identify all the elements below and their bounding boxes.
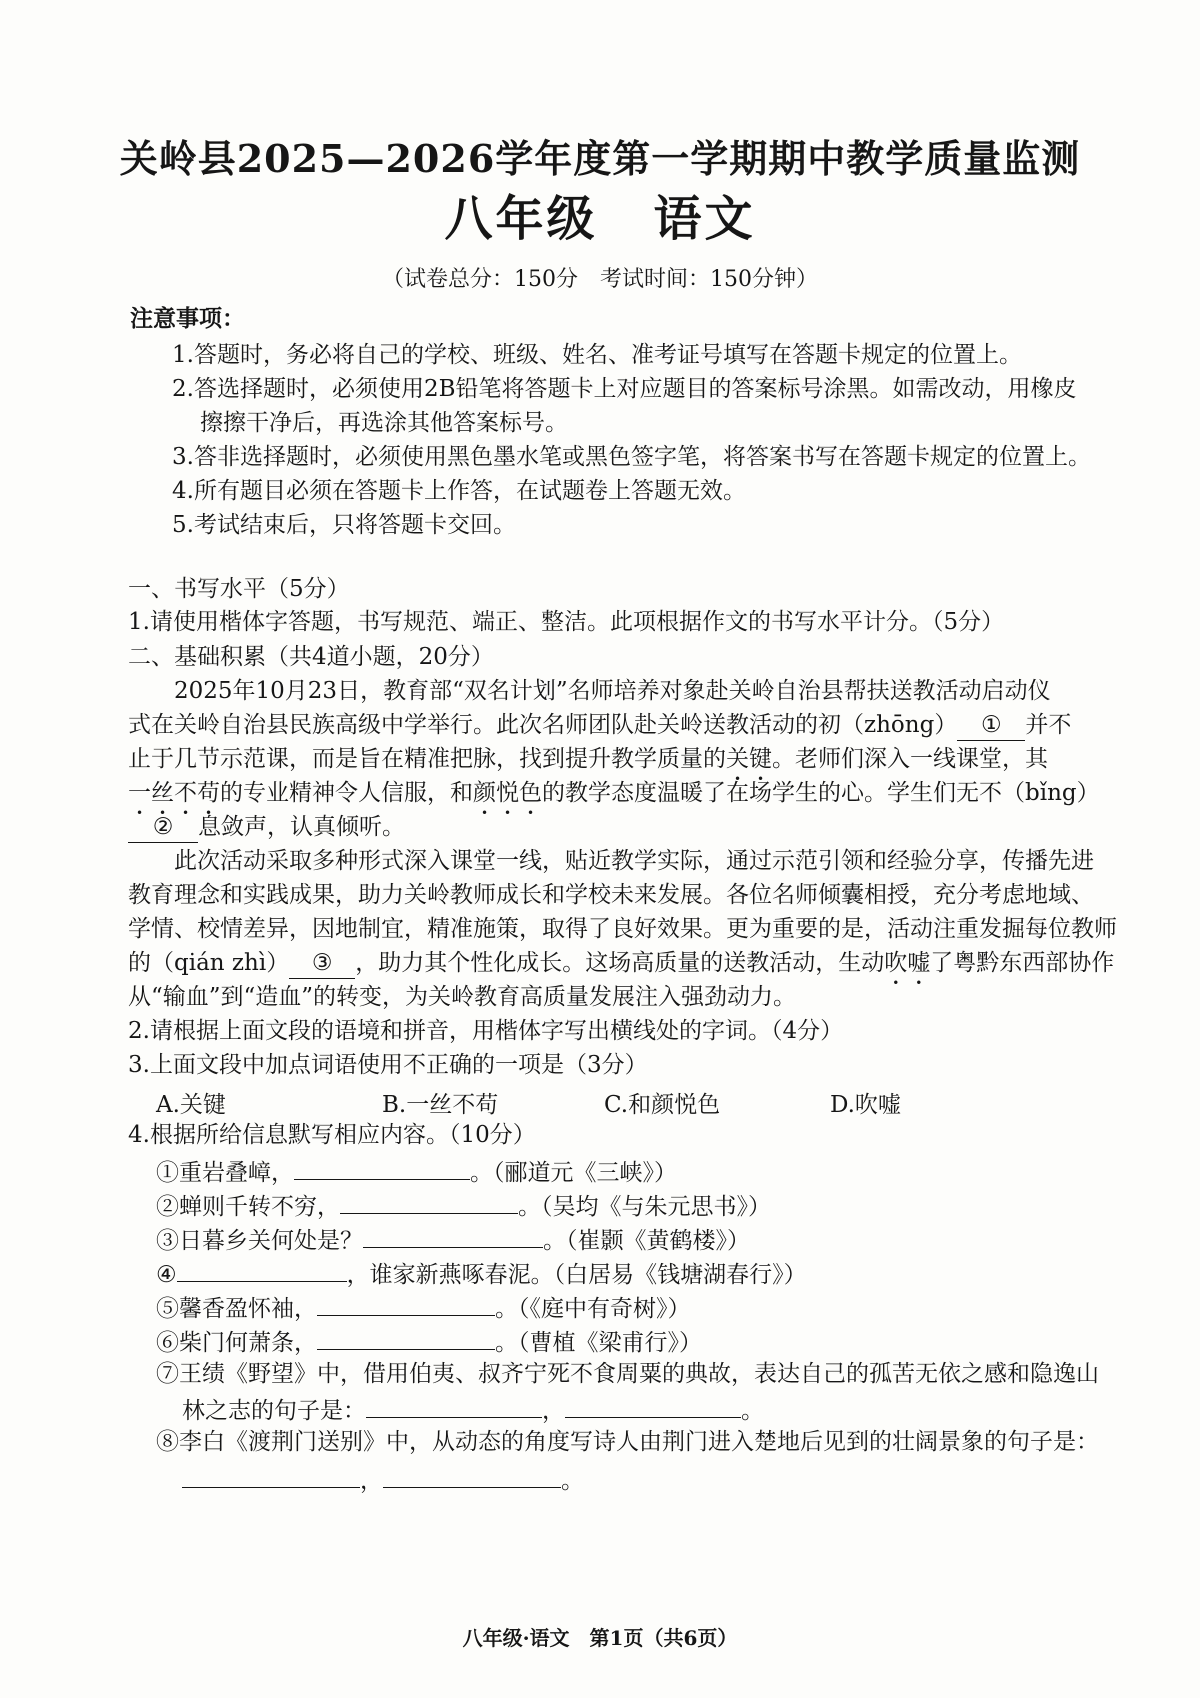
answer-blank — [182, 1463, 360, 1488]
subject: 语文 — [653, 191, 756, 247]
answer-blank — [340, 1189, 518, 1214]
question-3: 3.上面文段中加点词语使用不正确的一项是（3分） — [128, 1052, 648, 1078]
notice-item: 2.答选择题时，必须使用2B铅笔将答题卡上对应题目的答案标号涂黑。如需改动，用橡皮 — [172, 376, 1077, 402]
dotted-word: 关键 — [726, 746, 772, 772]
passage1-line: 2025年10月23日，教育部“双名计划”名师培养对象赴关岭自治县帮扶送教活动启动仪 — [174, 678, 1051, 704]
recite-item: 林之志的句子是： ， 。 — [182, 1393, 764, 1426]
notice-item: 5.考试结束后，只将答题卡交回。 — [172, 512, 516, 538]
section2-heading: 二、基础积累（共4道小题，20分） — [128, 644, 494, 670]
notice-item: 3.答非选择题时，必须使用黑色墨水笔或黑色签字笔，将答案书写在答题卡规定的位置上。 — [172, 444, 1091, 470]
passage2-line: 教育理念和实践成果，助力关岭教师成长和学校未来发展。各位名师倾囊相授，充分考虑地域、 — [128, 882, 1094, 908]
recite-item: ⑤馨香盈怀袖， 。（《庭中有奇树》） — [156, 1291, 691, 1324]
grade: 八年级 — [444, 191, 598, 247]
notice-item: 擦擦干净后，再选涂其他答案标号。 — [200, 410, 568, 436]
question-1: 1.请使用楷体字答题，书写规范、端正、整洁。此项根据作文的书写水平计分。（5分） — [128, 609, 1005, 635]
notice-heading: 注意事项： — [130, 305, 245, 332]
recite-item: ， 。 — [182, 1463, 584, 1496]
blank-2: ② — [128, 812, 198, 843]
recite-item: ②蝉则千转不穷， 。（吴均《与朱元思书》） — [156, 1189, 771, 1222]
blank-3: ③ — [289, 948, 355, 979]
passage1-line: ② 息敛声，认真倾听。 — [128, 812, 405, 843]
passage2-line: 的（qián zhì） ③ ，助力其个性化成长。这场高质量的送教活动，生动吹嘘了粤黔东西部协作 — [128, 948, 1114, 990]
dotted-word: 一丝不苟 — [128, 780, 220, 806]
answer-blank — [383, 1463, 561, 1488]
passage2-line: 学情、校情差异，因地制宜，精准施策，取得了良好效果。更为重要的是，活动注重发掘每位教师 — [128, 916, 1117, 942]
passage2-line: 从“输血”到“造血”的转变，为关岭教育高质量发展注入强劲动力。 — [128, 984, 797, 1010]
recite-item: ⑦王绩《野望》中，借用伯夷、叔齐宁死不食周粟的典故，表达自己的孤苦无依之感和隐逸山 — [156, 1361, 1099, 1387]
passage1-line: 式在关岭自治县民族高级中学举行。此次名师团队赴关岭送教活动的初（zhōng） ① 并不 — [128, 710, 1071, 741]
grade-subject — [0, 180, 1200, 249]
exam-meta: （试卷总分：150分 考试时间：150分钟） — [382, 267, 818, 292]
section1-heading: 一、书写水平（5分） — [128, 576, 350, 602]
question-4: 4.根据所给信息默写相应内容。（10分） — [128, 1122, 536, 1148]
recite-item: ④ ，谁家新燕啄春泥。（白居易《钱塘湖春行》） — [156, 1257, 807, 1290]
answer-blank — [366, 1393, 542, 1418]
recite-item: ⑥柴门何萧条， 。（曹植《梁甫行》） — [156, 1325, 702, 1358]
passage1-line: 止于几节示范课，而是旨在精准把脉，找到提升教学质量的关键。老师们深入一线课堂，其 — [128, 746, 1048, 772]
answer-blank — [177, 1257, 347, 1282]
dotted-word: 颜悦色 — [473, 780, 542, 806]
q3-option-d: D.吹嘘 — [830, 1092, 901, 1118]
exam-title: 关岭县2025—2026学年度第一学期期中教学质量监测 — [119, 136, 1081, 181]
answer-blank — [363, 1223, 543, 1248]
blank-1: ① — [957, 710, 1025, 741]
recite-item: ⑧李白《渡荆门送别》中，从动态的角度写诗人由荆门进入楚地后见到的壮阔景象的句子是： — [156, 1429, 1099, 1455]
answer-blank — [294, 1155, 470, 1180]
q3-option-c: C.和颜悦色 — [604, 1092, 721, 1118]
dotted-word: 吹嘘 — [884, 950, 931, 976]
answer-blank — [565, 1393, 741, 1418]
notice-item: 1.答题时，务必将自己的学校、班级、姓名、准考证号填写在答题卡规定的位置上。 — [172, 342, 1022, 368]
answer-blank — [317, 1291, 495, 1316]
recite-item: ③日暮乡关何处是？ 。（崔颢《黄鹤楼》） — [156, 1223, 750, 1256]
passage2-line: 此次活动采取多种形式深入课堂一线，贴近教学实际，通过示范引领和经验分享，传播先进 — [174, 848, 1094, 874]
notice-item: 4.所有题目必须在答题卡上作答，在试题卷上答题无效。 — [172, 478, 746, 504]
page-footer: 八年级·语文 第1页（共6页） — [462, 1626, 738, 1650]
recite-item: ①重岩叠嶂， 。（郦道元《三峡》） — [156, 1155, 677, 1188]
passage1-line: 一丝不苟的专业精神令人信服，和颜悦色的教学态度温暖了在场学生的心。学生们无不（bǐng） — [128, 780, 1100, 806]
question-2: 2.请根据上面文段的语境和拼音，用楷体字写出横线处的字词。（4分） — [128, 1018, 844, 1044]
answer-blank — [317, 1325, 495, 1350]
q3-option-a: A.关键 — [156, 1092, 226, 1118]
q3-option-b: B.一丝不苟 — [382, 1092, 499, 1118]
